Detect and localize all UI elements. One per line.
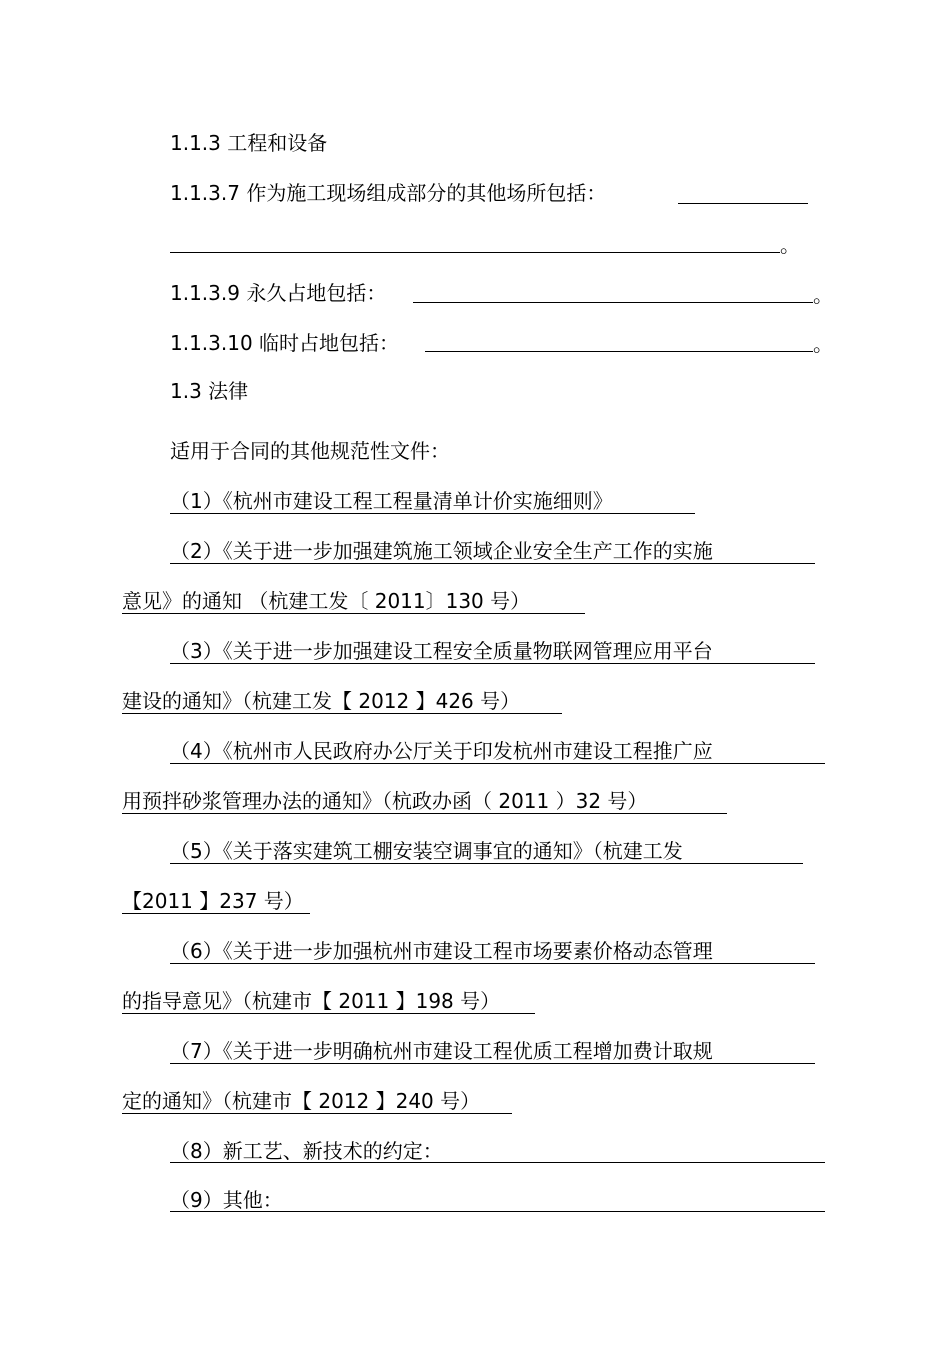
doc-7-line-2: 定的通知》（杭建市【 2012 】240 号） [122,1089,481,1113]
doc-5-underline-1 [170,863,803,864]
period-mark: 。 [813,283,833,307]
doc-6-underline-1 [170,963,815,964]
doc-3-underline-1 [170,663,815,664]
clause-1-1-3-10-blank[interactable] [425,351,813,352]
doc-4-underline-1 [170,763,825,764]
intro-text: 适用于合同的其他规范性文件： [170,439,450,463]
clause-1-1-3-10-label: 1.1.3.10 临时占地包括： [170,331,400,355]
doc-1-underline [170,513,695,514]
doc-3-underline-2 [122,713,562,714]
section-heading-1-3: 1.3 法律 [170,379,249,403]
doc-2-line-2: 意见》的通知 （杭建工发〔 2011〕130 号） [122,589,531,613]
doc-2-underline-1 [170,563,815,564]
clause-1-1-3-7-blank-1[interactable] [678,203,808,204]
section-heading-1-1-3: 1.1.3 工程和设备 [170,131,328,155]
doc-5-line-1: （5）《关于落实建筑工棚安装空调事宜的通知》（杭建工发 [170,839,683,863]
doc-5-line-2: 【2011 】237 号） [122,889,304,913]
doc-8-label: （8）新工艺、新技术的约定： [170,1139,443,1163]
doc-7-underline-1 [170,1063,815,1064]
doc-3-line-1: （3）《关于进一步加强建设工程安全质量物联网管理应用平台 [170,639,713,663]
doc-4-line-2: 用预拌砂浆管理办法的通知》（杭政办函（ 2011 ）32 号） [122,789,648,813]
doc-6-underline-2 [122,1013,535,1014]
clause-1-1-3-9-label: 1.1.3.9 永久占地包括： [170,281,387,305]
clause-1-1-3-9-blank[interactable] [413,302,813,303]
clause-1-1-3-7-blank-2[interactable] [170,252,780,253]
period-mark: 。 [780,233,800,257]
doc-7-underline-2 [122,1113,512,1114]
doc-6-line-2: 的指导意见》（杭建市【 2011 】198 号） [122,989,501,1013]
doc-4-line-1: （4）《杭州市人民政府办公厅关于印发杭州市建设工程推广应 [170,739,713,763]
doc-2-line-1: （2）《关于进一步加强建筑施工领域企业安全生产工作的实施 [170,539,713,563]
doc-8-blank[interactable] [170,1162,825,1163]
doc-9-blank[interactable] [170,1211,825,1212]
doc-7-line-1: （7）《关于进一步明确杭州市建设工程优质工程增加费计取规 [170,1039,713,1063]
clause-1-1-3-7-label: 1.1.3.7 作为施工现场组成部分的其他场所包括： [170,181,607,205]
doc-4-underline-2 [122,813,727,814]
doc-3-line-2: 建设的通知》（杭建工发【 2012 】426 号） [122,689,521,713]
doc-1-line-1: （1）《杭州市建设工程工程量清单计价实施细则》 [170,489,613,513]
doc-6-line-1: （6）《关于进一步加强杭州市建设工程市场要素价格动态管理 [170,939,713,963]
doc-2-underline-2 [122,613,585,614]
period-mark: 。 [813,332,833,356]
doc-5-underline-2 [122,913,310,914]
doc-9-label: （9）其他： [170,1188,283,1212]
